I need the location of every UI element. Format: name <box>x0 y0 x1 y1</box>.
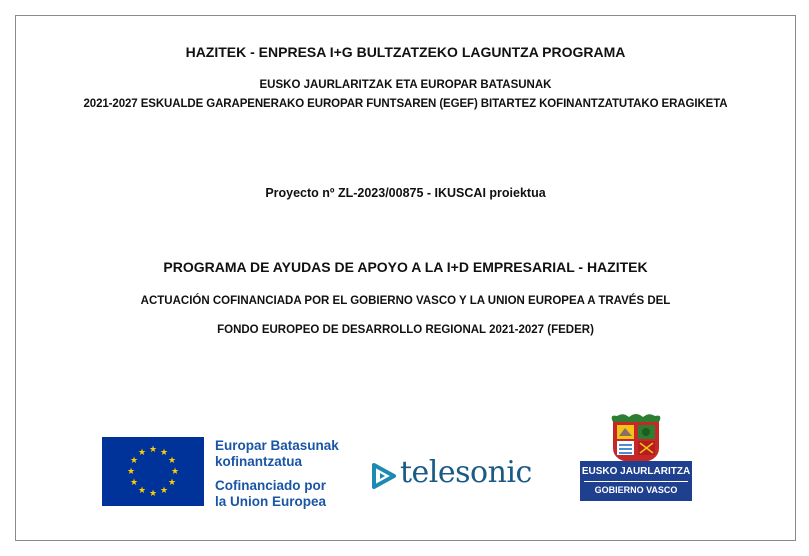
svg-text:★: ★ <box>159 448 169 458</box>
eusko-jaurlaritza-box <box>580 461 692 501</box>
eusko-jaurlaritza-logo <box>580 412 692 502</box>
svg-text:★: ★ <box>126 467 136 477</box>
spanish-title: PROGRAMA DE AYUDAS DE APOYO A LA I+D EMPRESARIAL - HAZITEK <box>163 259 648 275</box>
project-line: Proyecto nº ZL-2023/00875 - IKUSCAI proiektua <box>265 186 546 200</box>
svg-text:★: ★ <box>137 448 147 458</box>
spanish-line-1: ACTUACIÓN COFINANCIADA POR EL GOBIERNO VASCO Y LA UNION EUROPEA A TRAVÉS DEL <box>140 295 671 307</box>
svg-text:★: ★ <box>167 456 177 466</box>
svg-text:★: ★ <box>167 478 177 488</box>
svg-text:★: ★ <box>129 456 139 466</box>
eusko-jaurlaritza-label: EUSKO JAURLARITZA <box>581 466 691 477</box>
svg-text:★: ★ <box>137 486 147 496</box>
svg-text:★: ★ <box>148 489 158 499</box>
eu-text-line-4: la Union Europea <box>215 494 327 509</box>
telesonic-play-icon <box>372 463 396 489</box>
eu-text-line-3: Cofinanciado por <box>215 478 326 493</box>
eu-text-line-1: Europar Batasunak <box>215 438 339 453</box>
svg-text:★: ★ <box>148 445 158 455</box>
svg-text:★: ★ <box>129 478 139 488</box>
telesonic-wordmark: telesonic <box>400 455 532 490</box>
eusko-jaurlaritza-divider <box>584 481 688 482</box>
basque-subtitle-1: EUSKO JAURLARITZAK ETA EUROPAR BATASUNAK <box>259 79 552 91</box>
gobierno-vasco-label: GOBIERNO VASCO <box>594 485 678 495</box>
eu-cofinance-text <box>215 438 339 510</box>
svg-text:★: ★ <box>159 486 169 496</box>
eu-flag-icon <box>102 437 204 506</box>
basque-coat-of-arms-icon <box>605 412 667 464</box>
basque-title: HAZITEK - ENPRESA I+G BULTZATZEKO LAGUNTZA PROGRAMA <box>185 44 626 60</box>
eu-text-line-2: kofinantzatua <box>215 454 303 469</box>
svg-text:★: ★ <box>170 467 180 477</box>
basque-subtitle-2: 2021-2027 ESKUALDE GARAPENERAKO EUROPAR FUNTSAREN (EGEF) BITARTEZ KOFINANTZATUTAKO ERAGIKETA <box>83 98 728 110</box>
spanish-line-2: FONDO EUROPEO DE DESARROLLO REGIONAL 2021-2027 (FEDER) <box>217 324 594 336</box>
